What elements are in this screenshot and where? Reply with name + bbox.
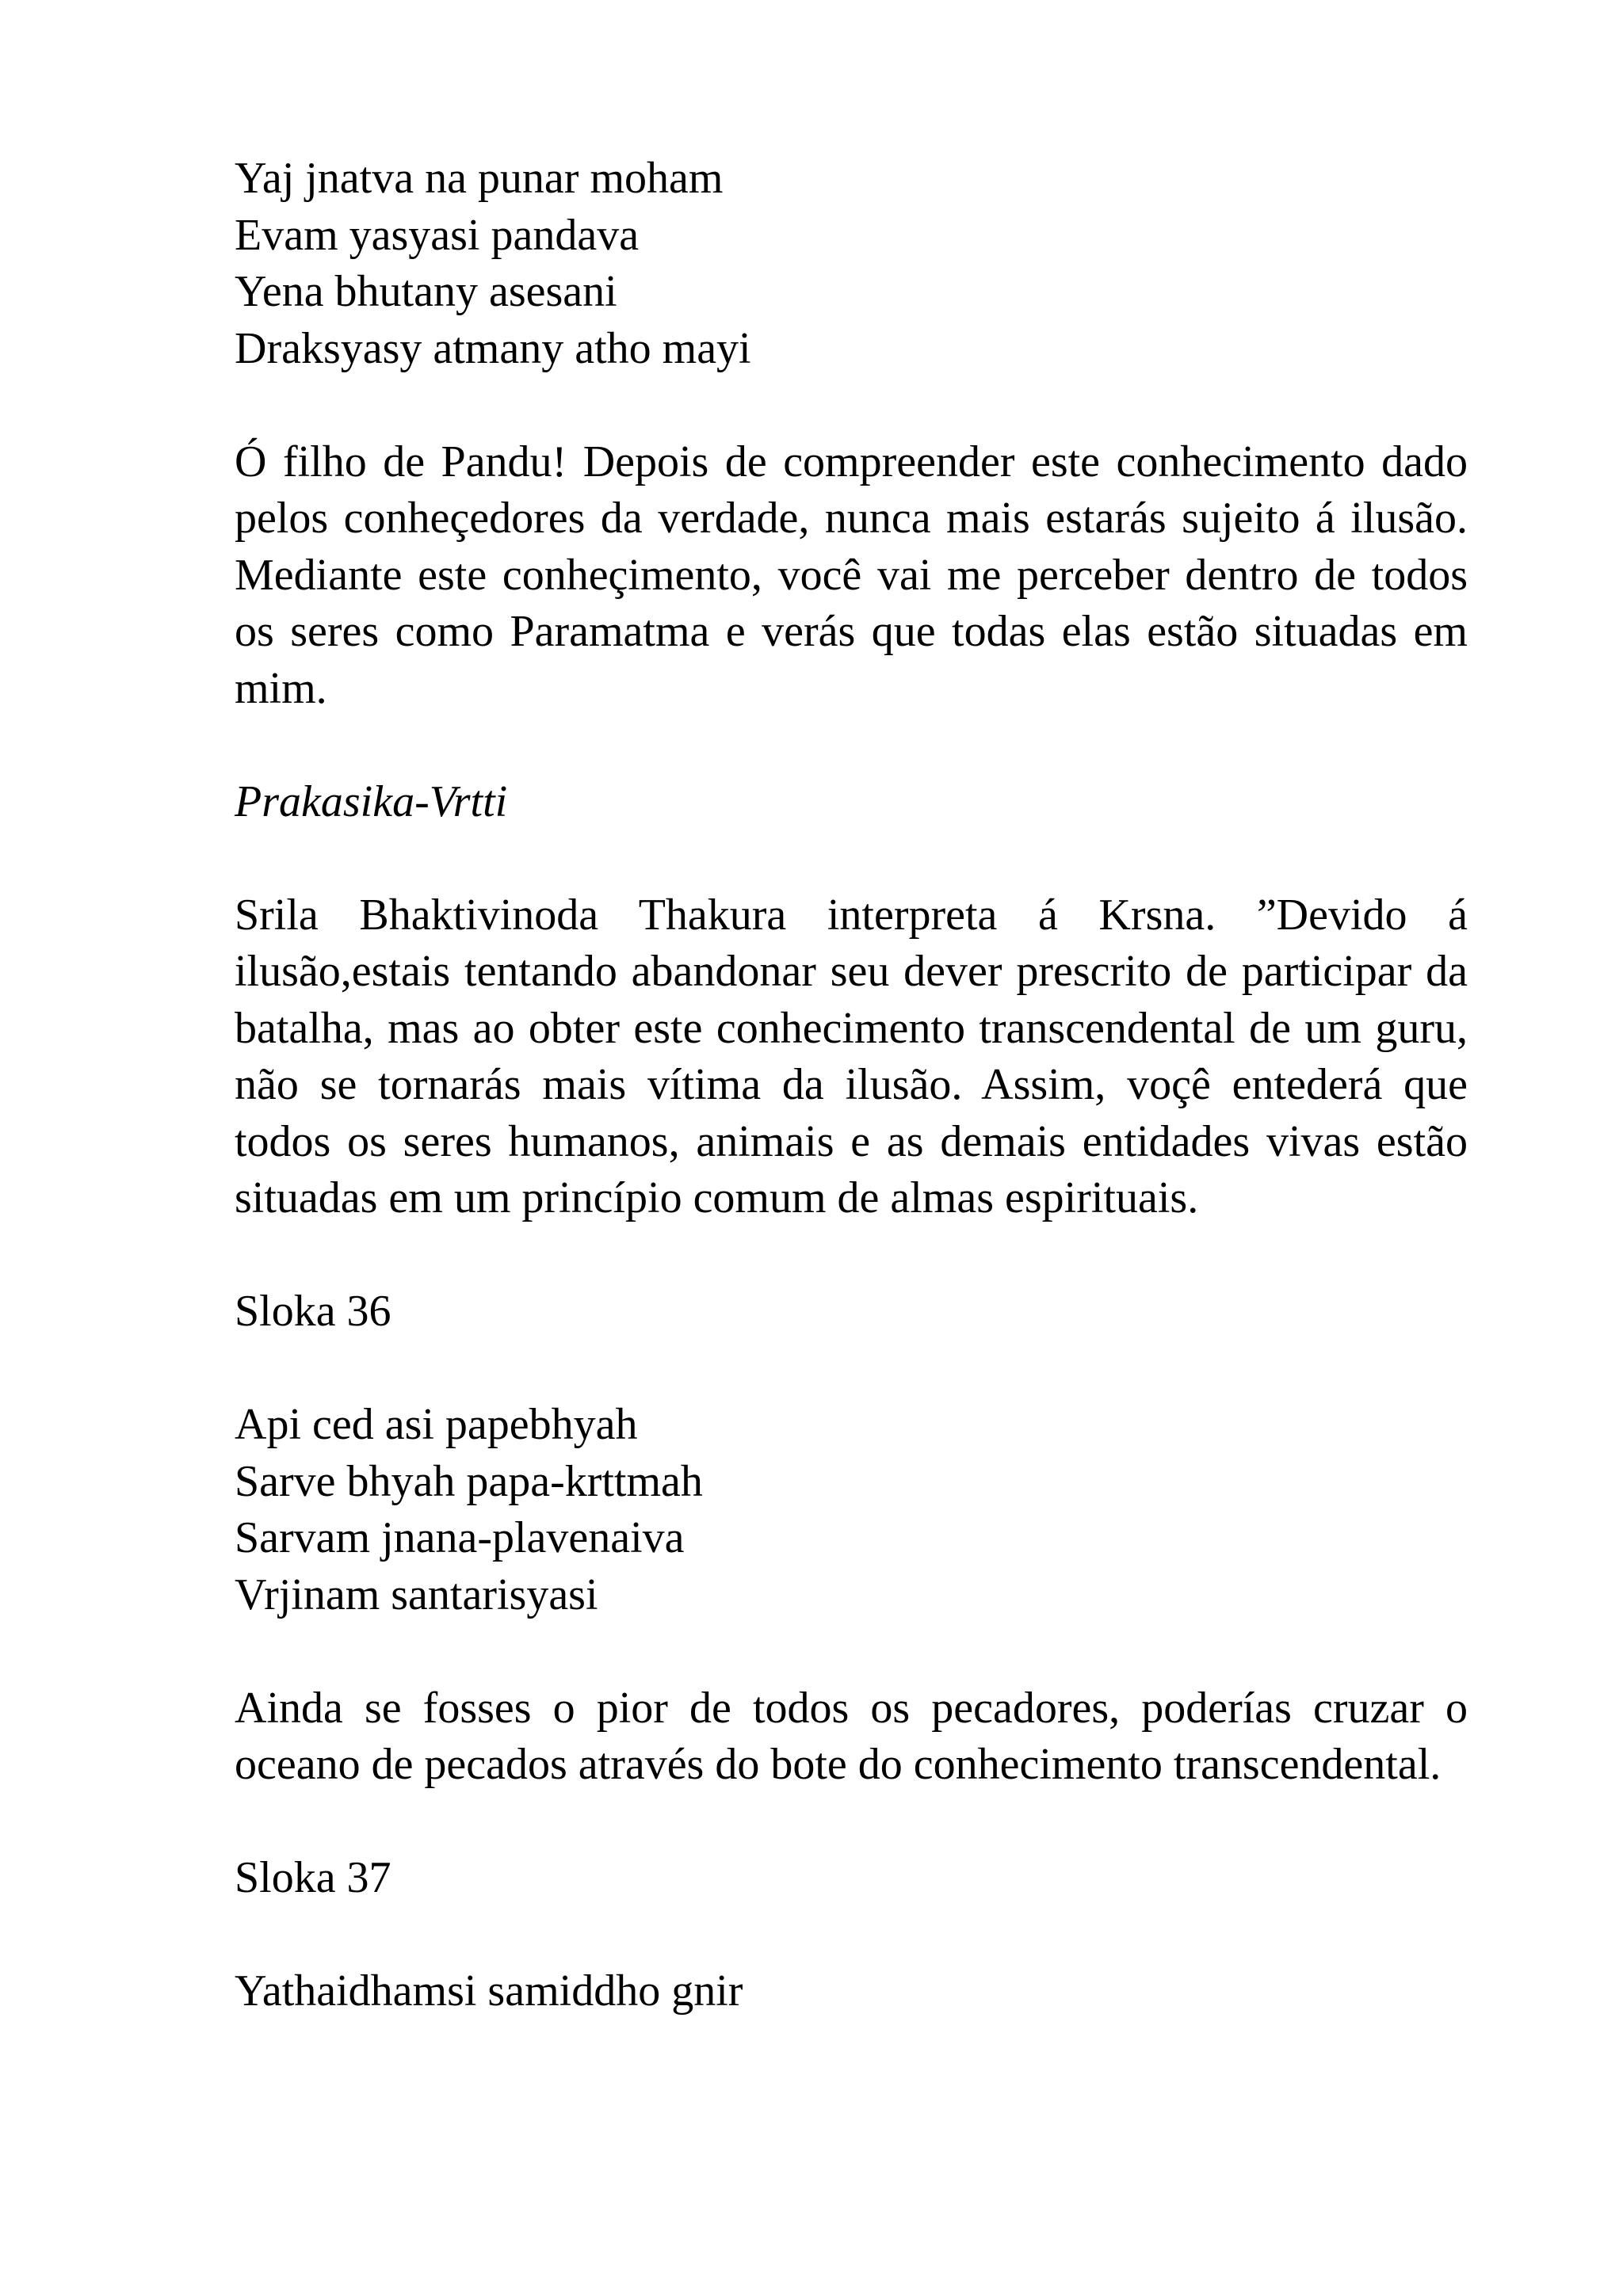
paragraph-gap bbox=[235, 1623, 1468, 1680]
verse-line: Yaj jnatva na punar moham bbox=[235, 154, 724, 203]
verse-line: Evam yasyasi pandava bbox=[235, 210, 640, 260]
verse-line: Yena bhutany asesani bbox=[235, 267, 617, 316]
commentary-text: Srila Bhaktivinoda Thakura interpreta á Krsna. ”Devido á ilusão,estais tentando abandonar seu dever prescrito de participar da batalha, mas ao obter este conhecimento transcendental de um guru, não se tornarás mais vítima da ilusão. Assim, voçê entederá que todos os seres humanos, animais e as demais entidades vivas estão situadas em um princípio comum de almas espirituais. bbox=[235, 890, 1468, 1222]
paragraph-gap bbox=[235, 377, 1468, 434]
paragraph-gap bbox=[235, 717, 1468, 774]
verse-line: Vrjinam santarisyasi bbox=[235, 1569, 598, 1619]
verse-37 bbox=[235, 1963, 1468, 2020]
verse-line: Api ced asi papebhyah bbox=[235, 1400, 638, 1449]
commentary-title: Prakasika-Vrtti bbox=[235, 776, 508, 826]
paragraph-gap bbox=[235, 1227, 1468, 1284]
verse-line: Yathaidhamsi samiddho gnir bbox=[235, 1966, 743, 2016]
paragraph-gap bbox=[235, 1907, 1468, 1964]
page-content bbox=[235, 151, 1468, 2020]
verse-35 bbox=[235, 151, 1468, 377]
verse-line: Sarvam jnana-plavenaiva bbox=[235, 1513, 685, 1562]
sloka-37-title: Sloka 37 bbox=[235, 1853, 391, 1902]
verse-line: Draksyasy atmany atho mayi bbox=[235, 323, 751, 373]
paragraph-gap bbox=[235, 1341, 1468, 1398]
paragraph-gap bbox=[235, 830, 1468, 887]
paragraph-gap bbox=[235, 1794, 1468, 1851]
verse-line: Sarve bhyah papa-krttmah bbox=[235, 1456, 703, 1506]
sloka-36-title: Sloka 36 bbox=[235, 1287, 391, 1336]
translation-35: Ó filho de Pandu! Depois de compreender este conhecimento dado pelos conheçedores da verdade, nunca mais estarás sujeito á ilusão. Mediante este conheçimento, você vai me perceber dentro de todos os seres como Paramatma e verás que todas elas estão situadas em mim. bbox=[235, 437, 1468, 713]
verse-36 bbox=[235, 1397, 1468, 1623]
translation-36: Ainda se fosses o pior de todos os pecadores, poderías cruzar o oceano de pecados através do bote do conhecimento transcendental. bbox=[235, 1683, 1468, 1789]
